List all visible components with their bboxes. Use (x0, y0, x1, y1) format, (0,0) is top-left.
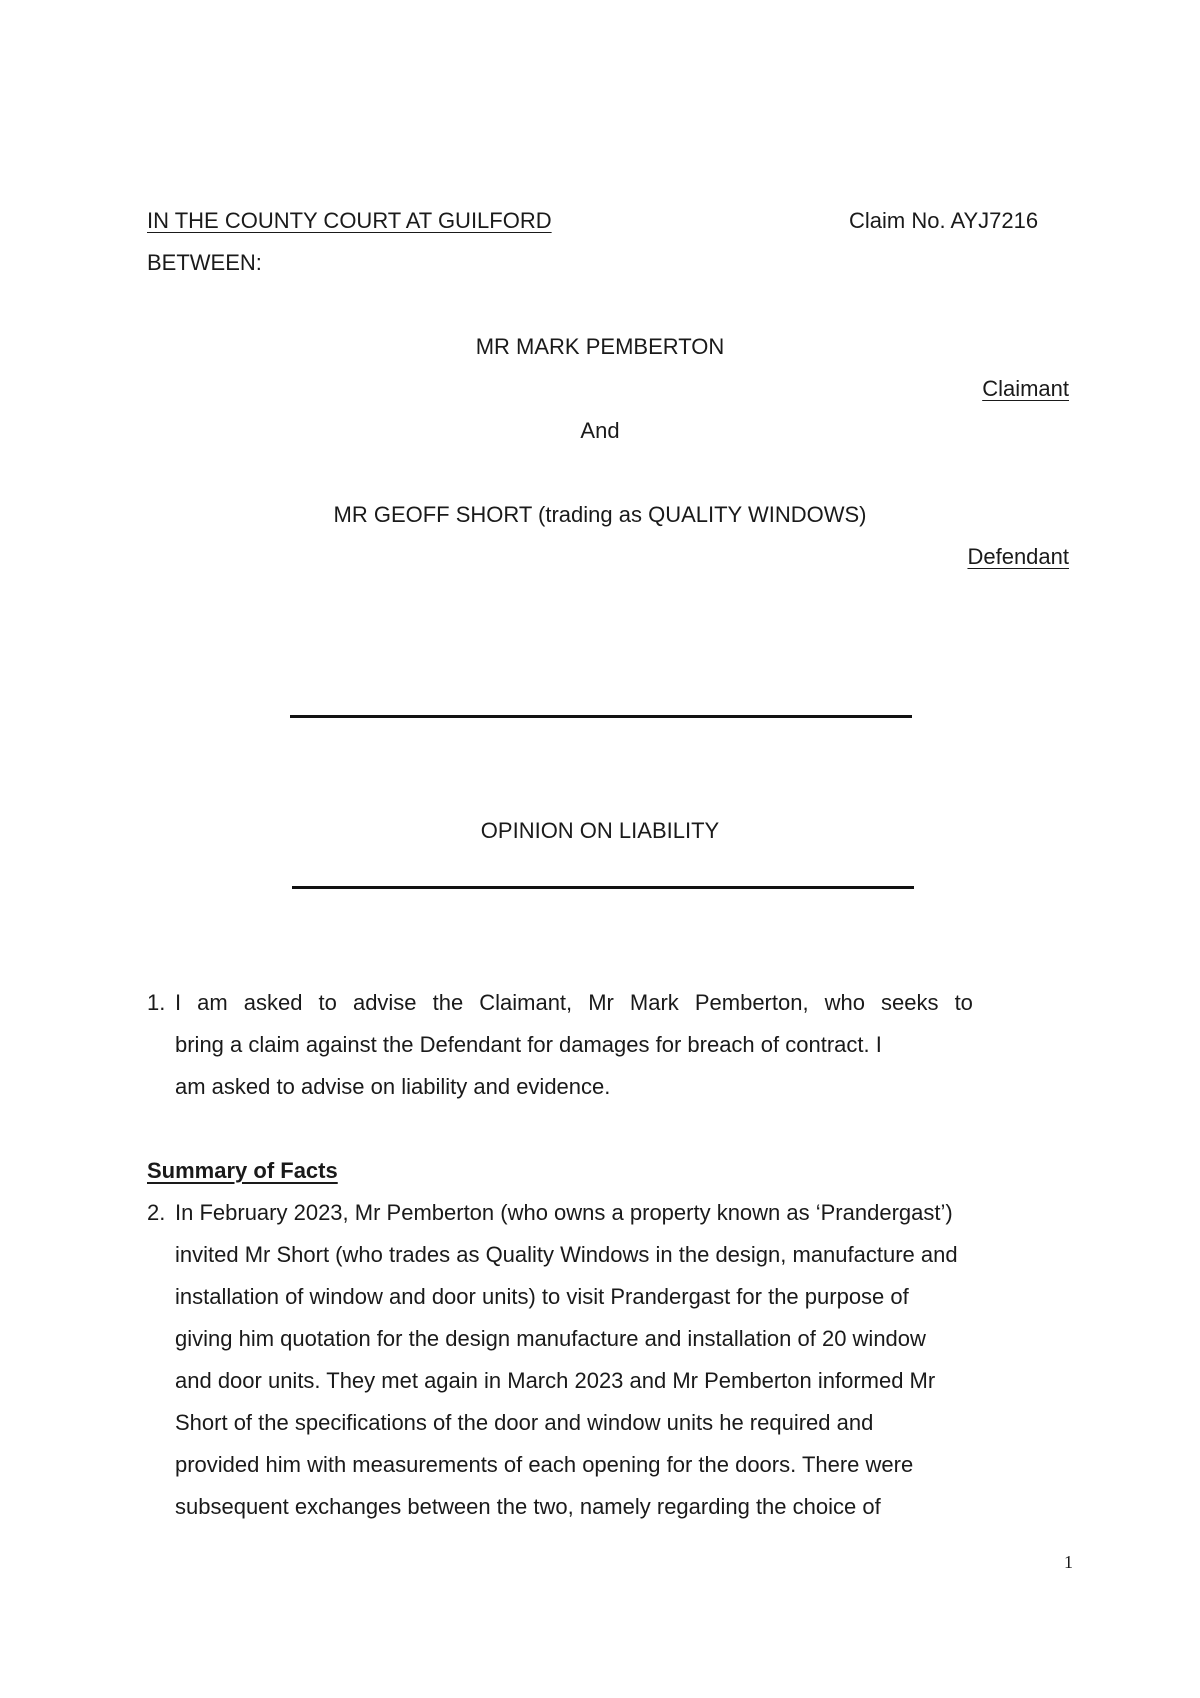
justified-word: advise (352, 990, 417, 1015)
paragraph-line: and door units. They met again in March 2023 and Mr Pemberton informed Mr (175, 1368, 936, 1393)
paragraph-line: provided him with measurements of each opening for the doors. There were (175, 1452, 914, 1477)
paragraph-number: 2. (147, 1200, 166, 1225)
title-top-rule (290, 715, 912, 718)
justified-word: who (824, 990, 865, 1015)
paragraph-line: installation of window and door units) to visit Prandergast for the purpose of (175, 1284, 909, 1309)
paragraph-line: giving him quotation for the design manufacture and installation of 20 window (175, 1326, 926, 1351)
justified-word: to (318, 990, 337, 1015)
justified-word: Mr (588, 990, 614, 1015)
paragraph-number: 1. (147, 990, 166, 1015)
paragraph-line: invited Mr Short (who trades as Quality Windows in the design, manufacture and (175, 1242, 958, 1267)
paragraph-line: subsequent exchanges between the two, namely regarding the choice of (175, 1494, 881, 1519)
defendant-label: Defendant (967, 544, 1069, 569)
justified-word: Mark (629, 990, 679, 1015)
opinion-title: OPINION ON LIABILITY (480, 818, 720, 843)
paragraph-2 (147, 1192, 1037, 1528)
defendant-name: MR GEOFF SHORT (trading as QUALITY WINDOWS) (333, 502, 867, 527)
section-heading: Summary of Facts (147, 1158, 338, 1183)
paragraph-line: am asked to advise on liability and evidence. (175, 1074, 611, 1099)
claimant-name: MR MARK PEMBERTON (475, 334, 725, 359)
title-bottom-rule (292, 886, 914, 889)
claimant-label: Claimant (982, 376, 1069, 401)
page-number: 1 (1064, 1552, 1073, 1572)
justified-word: seeks (881, 990, 939, 1015)
justified-word: to (954, 990, 973, 1015)
justified-word: asked (243, 990, 303, 1015)
justified-word: Pemberton, (694, 990, 809, 1015)
paragraph-line (175, 982, 973, 1024)
between-label: BETWEEN: (147, 250, 262, 275)
justified-word: am (197, 990, 228, 1015)
court-name: IN THE COUNTY COURT AT GUILFORD (147, 208, 552, 233)
justified-word: Claimant, (479, 990, 573, 1015)
paragraph-line: Short of the specifications of the door and window units he required and (175, 1410, 874, 1435)
claim-number: Claim No. AYJ7216 (849, 208, 1039, 233)
and-label: And (580, 418, 620, 443)
justified-word: I (175, 990, 182, 1015)
paragraph-line: In February 2023, Mr Pemberton (who owns a property known as ‘Prandergast’) (175, 1200, 953, 1225)
justified-word: the (432, 990, 464, 1015)
paragraph-1 (147, 982, 1037, 1108)
paragraph-line: bring a claim against the Defendant for damages for breach of contract. I (175, 1032, 882, 1057)
